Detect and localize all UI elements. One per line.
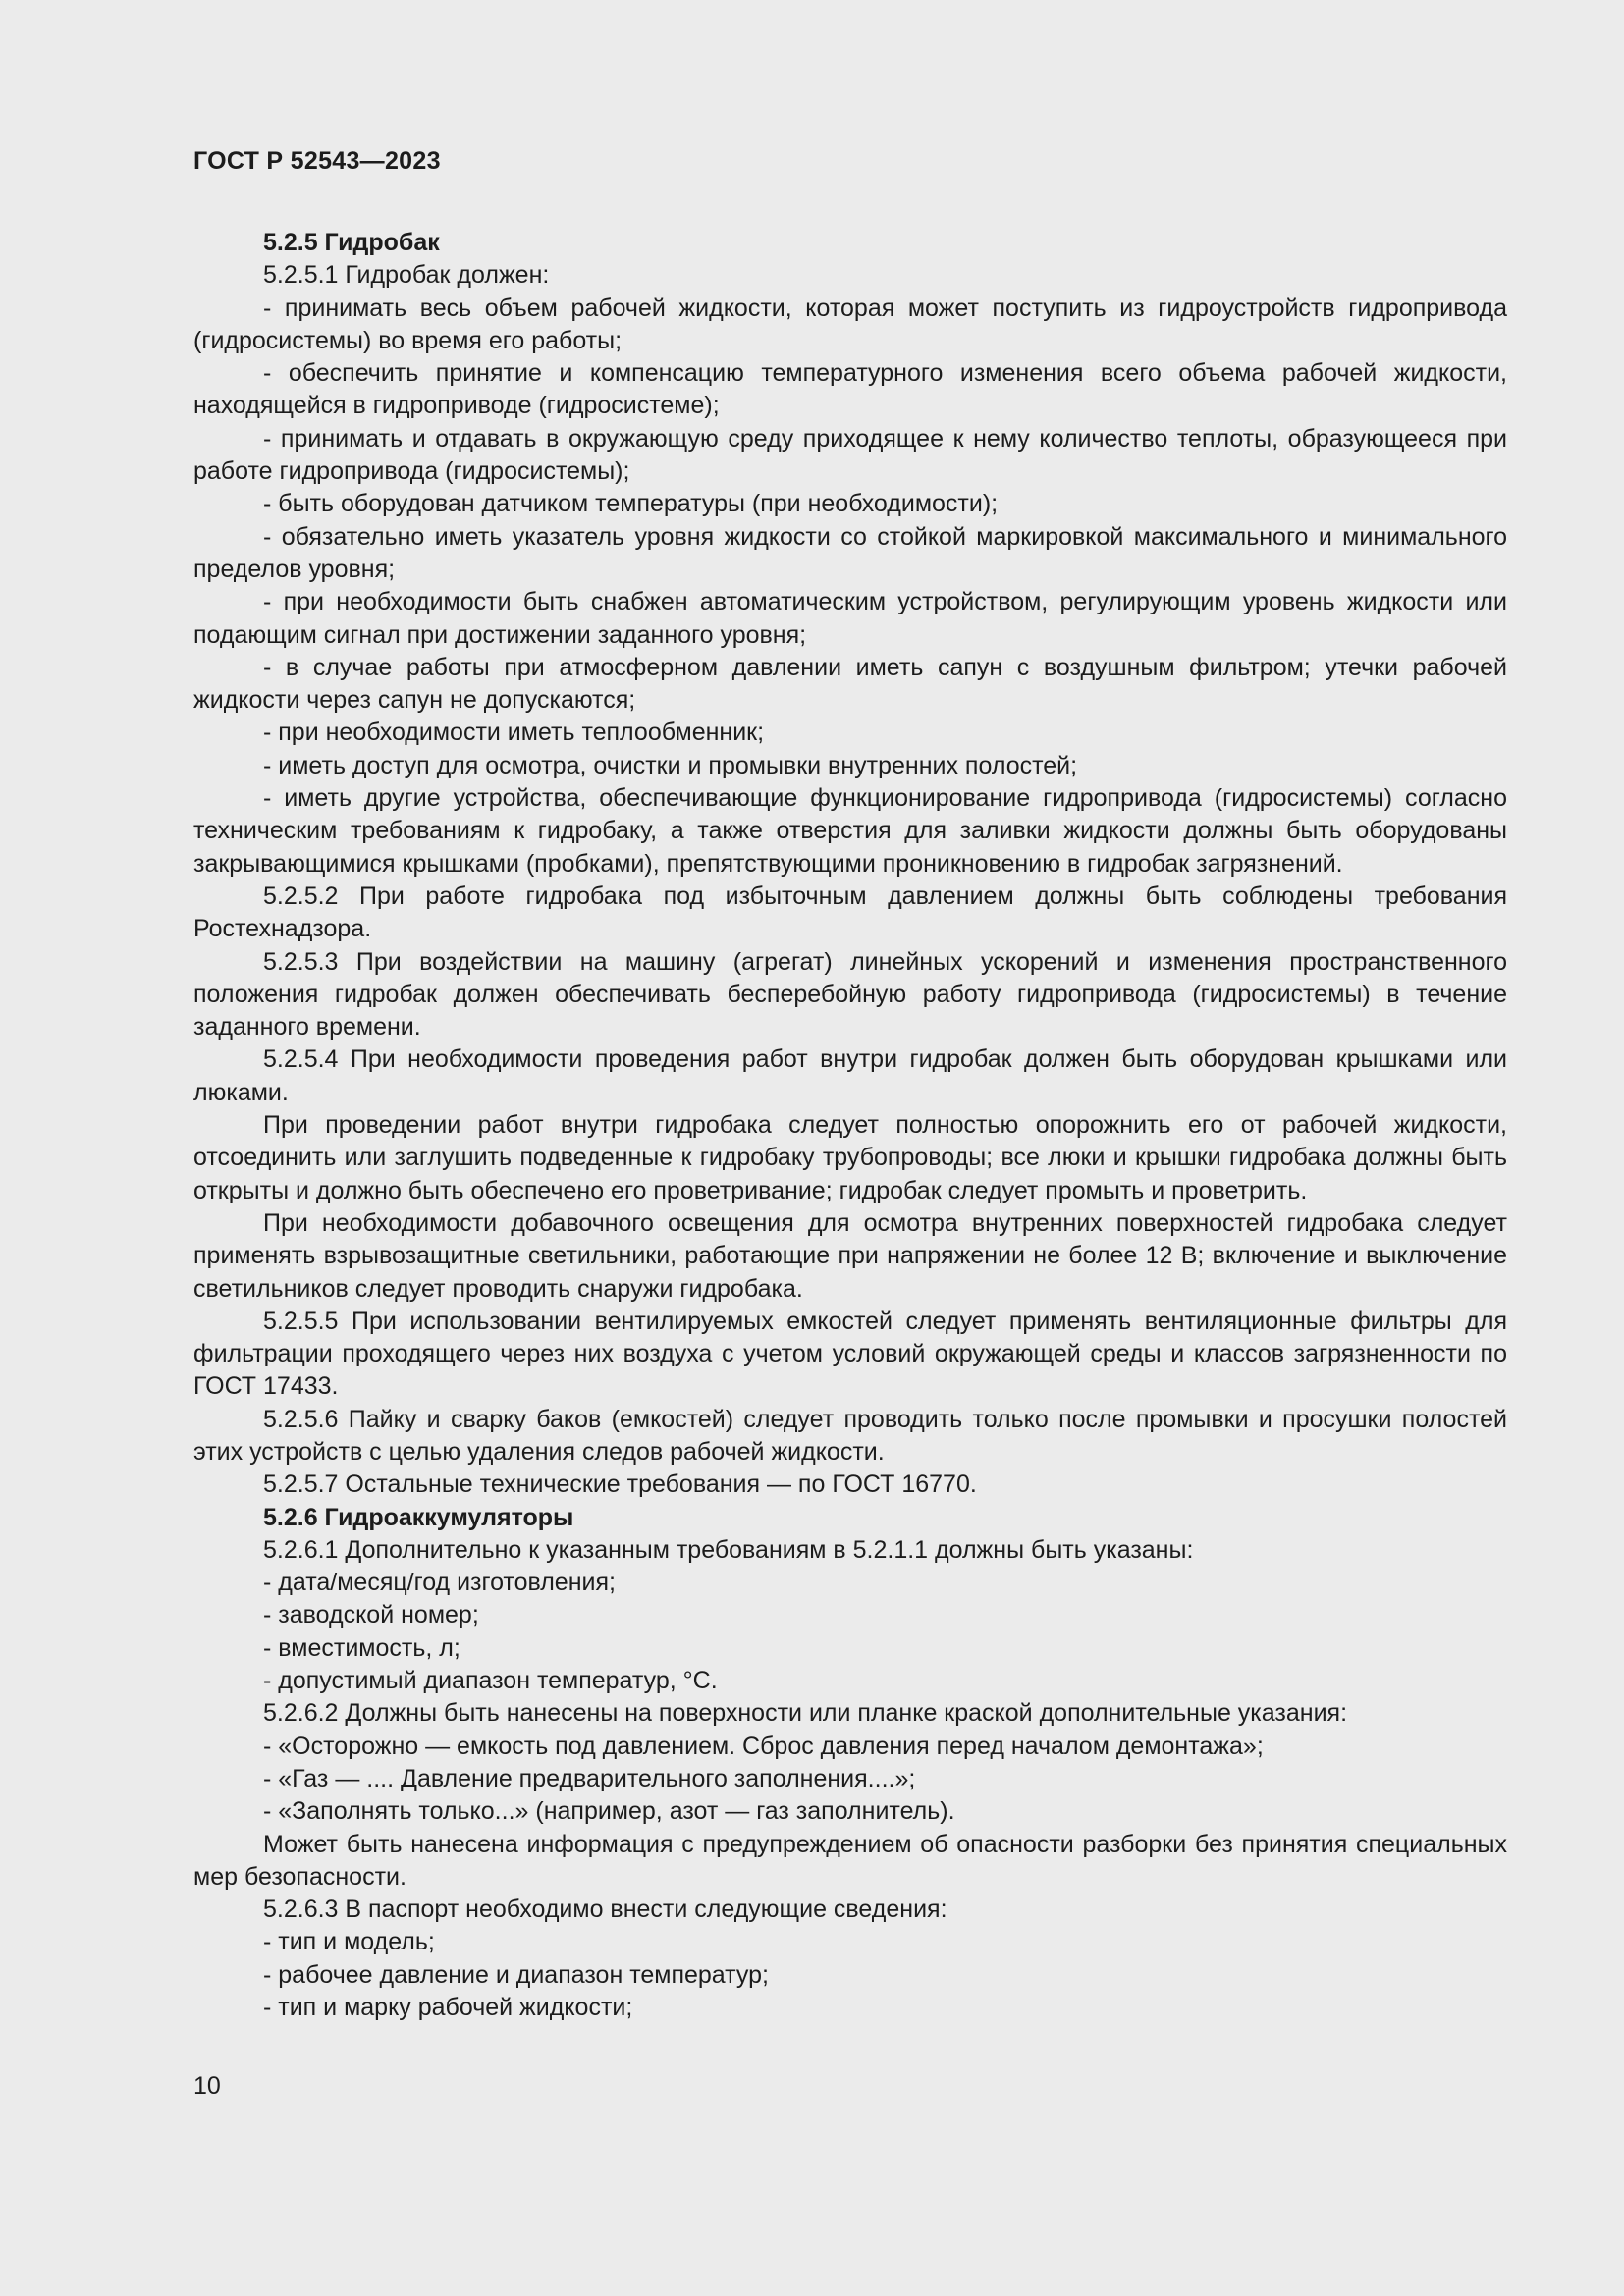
paragraph: 5.2.5.3 При воздействии на машину (агрегат) линейных ускорений и изменения пространственного положения гидробак должен обеспечивать бесперебойную работу гидропривода (гидросистемы) в течение заданного времени.	[193, 947, 1507, 1041]
list-item: - заводской номер;	[263, 1601, 479, 1629]
section-heading: 5.2.5 Гидробак	[263, 229, 440, 256]
paragraph: 5.2.5.6 Пайку и сварку баков (емкостей) следует проводить только после промывки и просушки полостей этих устройств с целью удаления следов рабочей жидкости.	[193, 1405, 1507, 1466]
list-item: - принимать и отдавать в окружающую среду приходящее к нему количество теплоты, образующееся при работе гидропривода (гидросистемы);	[193, 424, 1507, 486]
list-item: - в случае работы при атмосферном давлении иметь сапун с воздушным фильтром; утечки рабочей жидкости через сапун не допускаются;	[193, 653, 1507, 715]
paragraph: 5.2.6.2 Должны быть нанесены на поверхности или планке краской дополнительные указания:	[263, 1699, 1348, 1728]
list-item: - допустимый диапазон температур, °С.	[263, 1667, 718, 1695]
list-item: - быть оборудован датчиком температуры (при необходимости);	[263, 490, 999, 518]
list-item: - при необходимости быть снабжен автоматическим устройством, регулирующим уровень жидкости или подающим сигнал при достижении заданного уровня;	[193, 588, 1507, 649]
list-item: - вместимость, л;	[263, 1633, 460, 1662]
list-item: - «Заполнять только...» (например, азот — газ заполнитель).	[263, 1797, 955, 1826]
paragraph: Может быть нанесена информация с предупреждением об опасности разборки без принятия специальных мер безопасности.	[193, 1830, 1507, 1891]
list-item: - тип и модель;	[263, 1928, 435, 1956]
paragraph: 5.2.5.7 Остальные технические требования — по ГОСТ 16770.	[263, 1470, 977, 1499]
list-item: - при необходимости иметь теплообменник;	[263, 719, 765, 747]
paragraph: 5.2.5.2 При работе гидробака под избыточным давлением должны быть соблюдены требования Ростехнадзора.	[193, 881, 1507, 943]
paragraph: 5.2.5.4 При необходимости проведения работ внутри гидробак должен быть оборудован крышками или люками.	[193, 1045, 1507, 1106]
list-item: - обеспечить принятие и компенсацию температурного изменения всего объема рабочей жидкости, находящейся в гидроприводе (гидросистеме);	[193, 359, 1507, 420]
list-item: - «Осторожно — емкость под давлением. Сброс давления перед началом демонтажа»;	[263, 1732, 1264, 1760]
paragraph: 5.2.6.3 В паспорт необходимо внести следующие сведения:	[263, 1896, 947, 1924]
list-item: - иметь доступ для осмотра, очистки и промывки внутренних полостей;	[263, 751, 1078, 779]
list-item: - «Газ — .... Давление предварительного заполнения....»;	[263, 1764, 916, 1792]
paragraph: 5.2.5.5 При использовании вентилируемых емкостей следует применять вентиляционные фильтры для фильтрации проходящего через них воздуха с учетом условий окружающей среды и классов загрязненности по ГОСТ 17433.	[193, 1307, 1507, 1401]
paragraph: При необходимости добавочного освещения для осмотра внутренних поверхностей гидробака следует применять взрывозащитные светильники, работающие при напряжении не более 12 В; включение и выключение светильников следует проводить снаружи гидробака.	[193, 1208, 1507, 1303]
document-body	[193, 227, 1507, 2024]
list-item: - дата/месяц/год изготовления;	[263, 1569, 616, 1597]
paragraph: При проведении работ внутри гидробака следует полностью опорожнить его от рабочей жидкости, отсоединить или заглушить подведенные к гидробаку трубопроводы; все люки и крышки гидробака должны быть открыты и должно быть обеспечено его проветривание; гидробак следует промыть и проветрить.	[193, 1111, 1507, 1204]
list-item: - иметь другие устройства, обеспечивающие функционирование гидропривода (гидросистемы) согласно техническим требованиям к гидробаку, а также отверстия для заливки жидкости должны быть оборудованы закрывающимися крышками (пробками), препятствующими проникновению в гидробак загрязнений.	[193, 784, 1507, 878]
section-heading: 5.2.6 Гидроаккумуляторы	[263, 1503, 574, 1531]
paragraph: 5.2.5.1 Гидробак должен:	[263, 261, 550, 290]
list-item: - обязательно иметь указатель уровня жидкости со стойкой маркировкой максимального и минимального пределов уровня;	[193, 522, 1507, 583]
page-number: 10	[193, 2072, 221, 2100]
paragraph: 5.2.6.1 Дополнительно к указанным требованиям в 5.2.1.1 должны быть указаны:	[263, 1535, 1194, 1564]
list-item: - тип и марку рабочей жидкости;	[263, 1994, 633, 2022]
document-header: ГОСТ Р 52543—2023	[193, 147, 441, 175]
list-item: - рабочее давление и диапазон температур;	[263, 1960, 769, 1989]
list-item: - принимать весь объем рабочей жидкости, которая может поступить из гидроустройств гидропривода (гидросистемы) во время его работы;	[193, 294, 1507, 354]
